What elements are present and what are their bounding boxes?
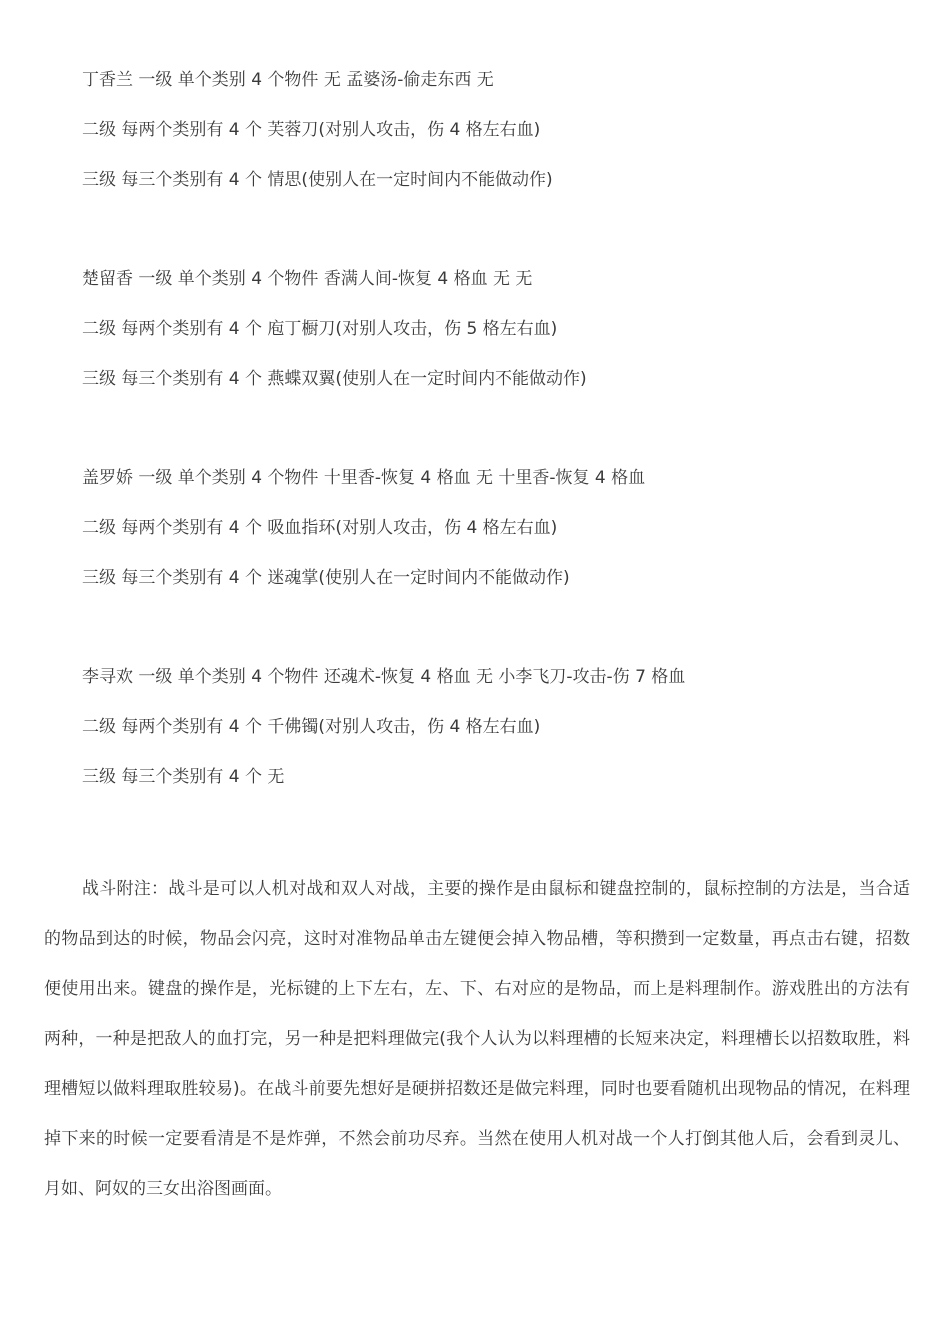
character-3-level-2: 二级 每两个类别有 4 个 吸血指环(对别人攻击，伤 4 格左右血) bbox=[82, 518, 558, 538]
character-4-level-1: 李寻欢 一级 单个类别 4 个物件 还魂术-恢复 4 格血 无 小李飞刀-攻击-伤 7 格血 bbox=[82, 667, 686, 687]
character-2-level-3: 三级 每三个类别有 4 个 燕蝶双翼(使别人在一定时间内不能做动作) bbox=[82, 369, 587, 389]
character-4-level-2: 二级 每两个类别有 4 个 千佛镯(对别人攻击，伤 4 格左右血) bbox=[82, 717, 541, 737]
character-1-level-3: 三级 每三个类别有 4 个 情思(使别人在一定时间内不能做动作) bbox=[82, 170, 553, 190]
character-4-level-3: 三级 每三个类别有 4 个 无 bbox=[82, 767, 285, 787]
character-2-level-1: 楚留香 一级 单个类别 4 个物件 香满人间-恢复 4 格血 无 无 bbox=[82, 269, 533, 289]
character-2-level-2: 二级 每两个类别有 4 个 庖丁橱刀(对别人攻击，伤 5 格左右血) bbox=[82, 319, 558, 339]
character-1-level-2: 二级 每两个类别有 4 个 芙蓉刀(对别人攻击，伤 4 格左右血) bbox=[82, 120, 541, 140]
character-3-level-3: 三级 每三个类别有 4 个 迷魂掌(使别人在一定时间内不能做动作) bbox=[82, 568, 570, 588]
character-3-level-1: 盖罗娇 一级 单个类别 4 个物件 十里香-恢复 4 格血 无 十里香-恢复 4 格血 bbox=[82, 468, 646, 488]
character-1-level-1: 丁香兰 一级 单个类别 4 个物件 无 孟婆汤-偷走东西 无 bbox=[82, 70, 494, 90]
battle-note-paragraph: 战斗附注：战斗是可以人机对战和双人对战，主要的操作是由鼠标和键盘控制的，鼠标控制的方法是，当合适的物品到达的时候，物品会闪亮，这时对准物品单击左键便会掉入物品槽，等积攒到一定数量，再点击右键，招数便使用出来。键盘的操作是，光标键的上下左右，左、下、右对应的是物品，而上是料理制作。游戏胜出的方法有两种，一种是把敌人的血打完，另一种是把料理做完(我个人认为以料理槽的长短来决定，料理槽长以招数取胜，料理槽短以做料理取胜较易)。在战斗前要先想好是硬拼招数还是做完料理，同时也要看随机出现物品的情况，在料理掉下来的时候一定要看清是不是炸弹，不然会前功尽弃。当然在使用人机对战一个人打倒其他人后，会看到灵儿、月如、阿奴的三女出浴图画面。 bbox=[44, 879, 910, 1199]
